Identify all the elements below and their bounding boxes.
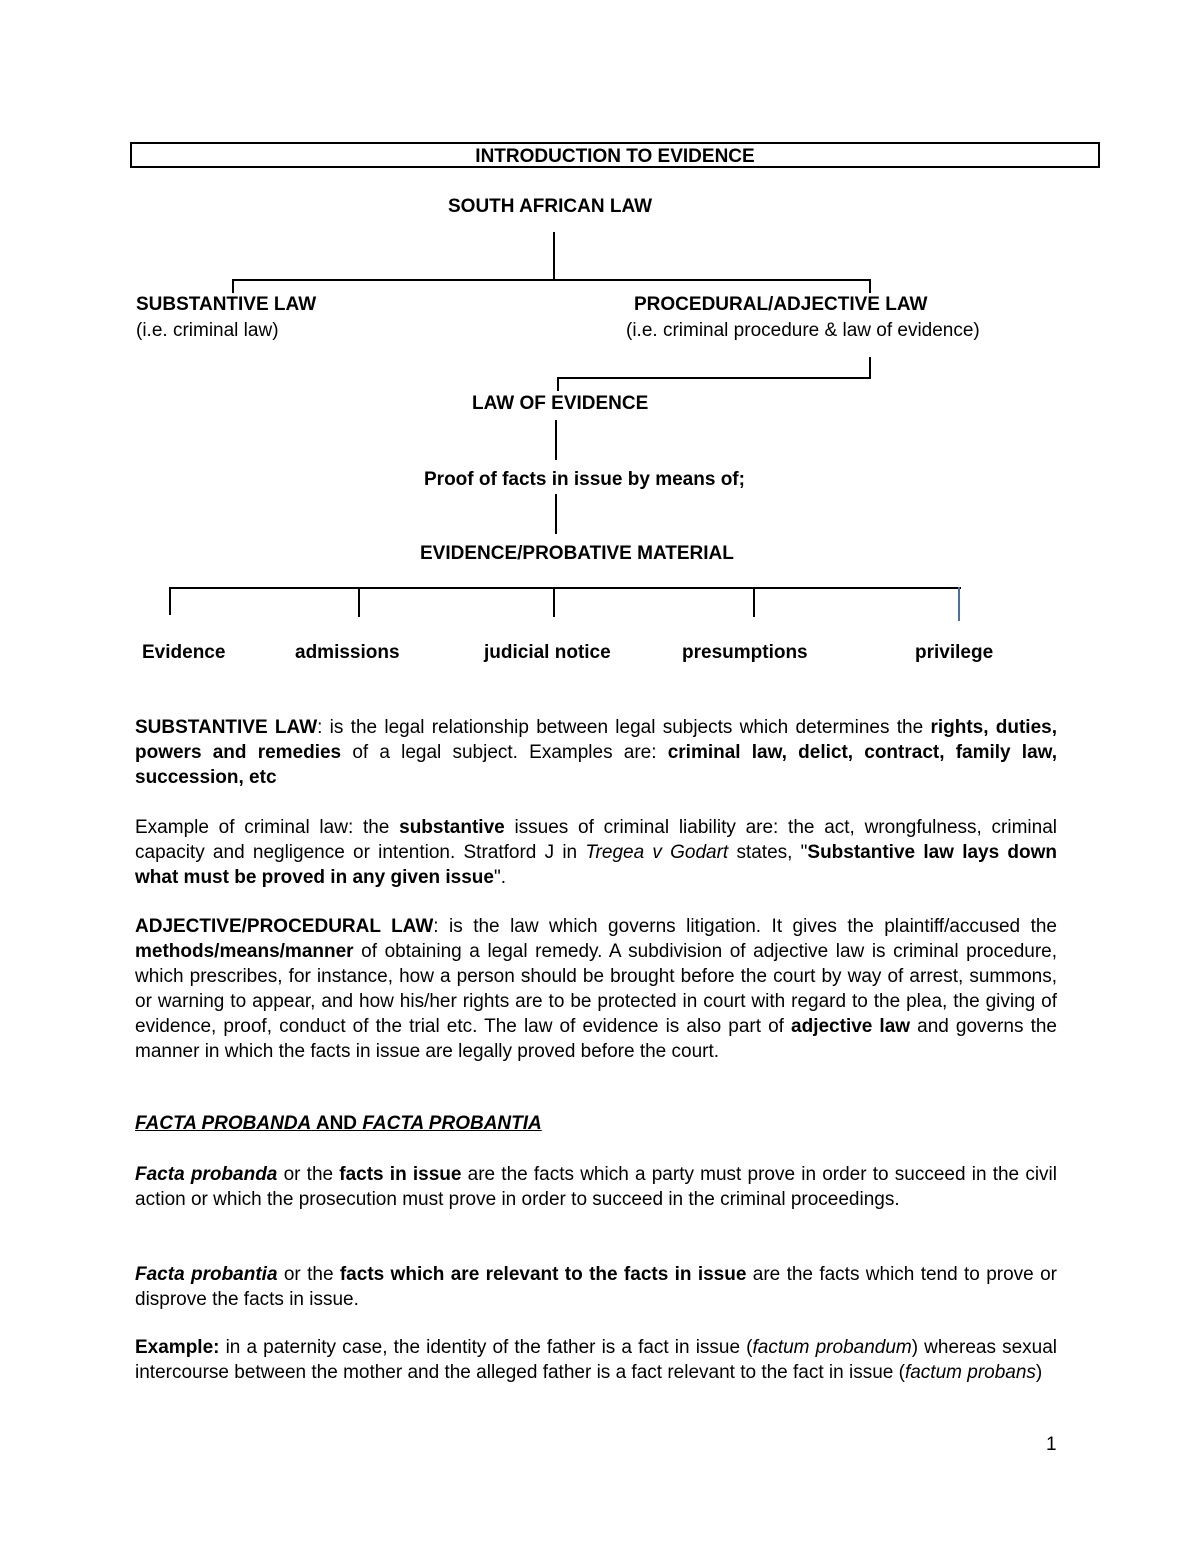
connector-leaf-tick xyxy=(958,587,960,621)
connector-right-tick xyxy=(869,279,871,293)
paragraph-criminal-law-example: Example of criminal law: the substantive issues of criminal liability are: the act, wrongfulness, criminal capacity and negligence or intention. Stratford J in Tregea v Godart states, "Substantive law lays down what must be proved in any given issue". xyxy=(135,817,1058,888)
connector-leaf-tick xyxy=(358,587,360,617)
connector-branch-3 xyxy=(169,587,961,589)
connector-branch-2 xyxy=(557,377,871,379)
paragraph-facta-probantia: Facta probantia or the facts which are relevant to the facts in issue are the facts which tend to prove or disprove the facts in issue. xyxy=(135,1264,1057,1310)
connector-procedural-down xyxy=(869,357,871,379)
paragraph-example: Example: in a paternity case, the identity of the father is a fact in issue (factum probandum) whereas sexual intercourse between the mother and the alleged father is a fact relevant to the fact in issue (factum probans) xyxy=(135,1337,1058,1383)
diagram-root: SOUTH AFRICAN LAW xyxy=(448,196,653,217)
title-box xyxy=(130,142,1100,168)
connector-evidence-tick xyxy=(557,377,559,391)
leaf-presumptions: presumptions xyxy=(682,642,808,663)
leaf-admissions: admissions xyxy=(295,642,400,663)
paragraph-substantive-law: SUBSTANTIVE LAW: is the legal relationship between legal subjects which determines the rights, duties, powers and remedies of a legal subject. Examples are: criminal law, delict, contract, family law, succession, etc xyxy=(135,717,1057,788)
section-heading: FACTA PROBANDA AND FACTA PROBANTIA xyxy=(135,1113,542,1134)
leaf-privilege: privilege xyxy=(915,642,994,663)
connector-branch-1 xyxy=(232,279,871,281)
connector-leaf-tick xyxy=(753,587,755,617)
substantive-law-sub: (i.e. criminal law) xyxy=(136,320,279,341)
paragraph-facta-probanda: Facta probanda or the facts in issue are the facts which a party must prove in order to succeed in the civil action or which the prosecution must prove in order to succeed in the criminal proceedings. xyxy=(135,1164,1057,1210)
page-title: INTRODUCTION TO EVIDENCE xyxy=(475,146,755,167)
procedural-law-sub: (i.e. criminal procedure & law of evidence) xyxy=(626,320,980,341)
proof-label: Proof of facts in issue by means of; xyxy=(424,469,745,490)
connector-evidence-proof xyxy=(555,420,557,460)
connector-leaf-tick xyxy=(169,587,171,615)
connector-proof-material xyxy=(555,494,557,534)
leaf-evidence: Evidence xyxy=(142,642,226,663)
connector-left-tick xyxy=(232,279,234,293)
connector-root xyxy=(553,232,555,280)
law-of-evidence-label: LAW OF EVIDENCE xyxy=(472,393,649,414)
paragraph-adjective-law: ADJECTIVE/PROCEDURAL LAW: is the law which governs litigation. It gives the plaintiff/accused the methods/means/manner of obtaining a legal remedy. A subdivision of adjective law is criminal procedure, which prescribes, for instance, how a person should be brought before the court by way of arrest, summons, or warning to appear, and how his/her rights are to be protected in court with regard to the plea, the giving of evidence, proof, conduct of the trial etc. The law of evidence is also part of adjective law and governs the manner in which the facts in issue are legally proved before the court. xyxy=(135,916,1057,1062)
procedural-law-label: PROCEDURAL/ADJECTIVE LAW xyxy=(634,294,928,315)
substantive-law-label: SUBSTANTIVE LAW xyxy=(136,294,317,315)
connector-leaf-tick xyxy=(553,587,555,617)
leaf-judicial-notice: judicial notice xyxy=(484,642,611,663)
evidence-material-label: EVIDENCE/PROBATIVE MATERIAL xyxy=(420,543,734,564)
page-number: 1 xyxy=(1046,1434,1057,1455)
